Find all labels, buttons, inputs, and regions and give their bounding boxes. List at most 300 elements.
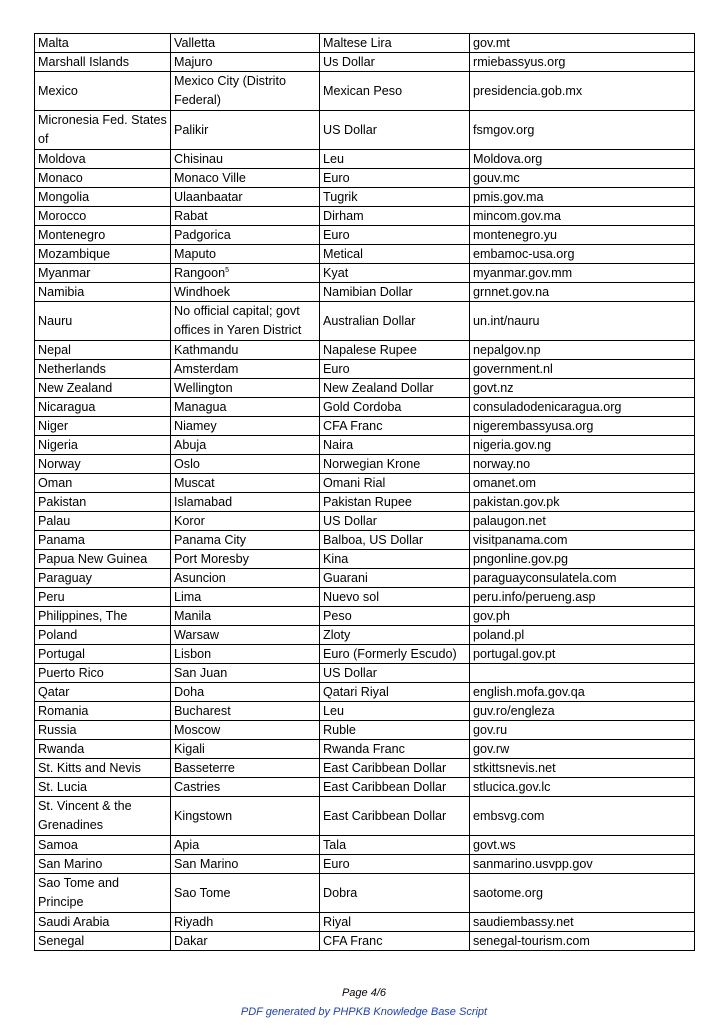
currency-cell-text: Omani Rial [323, 476, 386, 490]
website-cell [470, 569, 695, 588]
currency-cell-text: Kyat [323, 266, 349, 280]
capital-cell-text: Castries [174, 780, 221, 794]
currency-cell-text: New Zealand Dollar [323, 381, 434, 395]
currency-cell-text: Napalese Rupee [323, 343, 417, 357]
capital-cell [171, 683, 320, 702]
website-cell [470, 169, 695, 188]
website-cell [470, 360, 695, 379]
website-cell-text: peru.info/perueng.asp [473, 590, 596, 604]
capital-cell-text: Manila [174, 609, 212, 623]
website-cell [470, 512, 695, 531]
capital-cell [171, 226, 320, 245]
country-cell [35, 417, 171, 436]
currency-cell [320, 626, 470, 645]
website-cell [470, 341, 695, 360]
website-cell [470, 379, 695, 398]
country-cell [35, 245, 171, 264]
currency-cell [320, 283, 470, 302]
currency-cell [320, 740, 470, 759]
table-row [35, 683, 695, 702]
currency-cell [320, 150, 470, 169]
currency-cell [320, 53, 470, 72]
table-row [35, 759, 695, 778]
capital-cell [171, 207, 320, 226]
website-cell [470, 702, 695, 721]
country-cell [35, 740, 171, 759]
website-cell-text: grnnet.gov.na [473, 285, 550, 299]
country-cell [35, 550, 171, 569]
currency-cell [320, 759, 470, 778]
country-cell-text: Norway [38, 457, 81, 471]
table-row [35, 398, 695, 417]
country-cell [35, 169, 171, 188]
country-cell [35, 111, 171, 150]
table-row [35, 932, 695, 951]
website-cell-text: mincom.gov.ma [473, 209, 561, 223]
currency-cell-text: US Dollar [323, 514, 377, 528]
country-cell-text: Oman [38, 476, 73, 490]
table-row [35, 436, 695, 455]
country-cell [35, 53, 171, 72]
capital-cell [171, 188, 320, 207]
currency-cell [320, 721, 470, 740]
country-cell [35, 341, 171, 360]
table-row [35, 150, 695, 169]
country-cell-text: Pakistan [38, 495, 87, 509]
country-cell [35, 188, 171, 207]
country-cell-text: Mongolia [38, 190, 90, 204]
country-cell-text: Mozambique [38, 247, 111, 261]
website-cell [470, 188, 695, 207]
capital-cell [171, 169, 320, 188]
currency-cell-text: CFA Franc [323, 934, 383, 948]
capital-cell-text: Lima [174, 590, 202, 604]
website-cell-text: saudiembassy.net [473, 915, 574, 929]
currency-cell-text: US Dollar [323, 123, 377, 137]
website-cell-text: stlucica.gov.lc [473, 780, 551, 794]
website-cell-text: pmis.gov.ma [473, 190, 544, 204]
country-cell-text: Saudi Arabia [38, 915, 110, 929]
website-cell [470, 34, 695, 53]
capital-cell [171, 34, 320, 53]
capital-cell [171, 245, 320, 264]
currency-cell [320, 72, 470, 111]
capital-cell [171, 664, 320, 683]
country-cell [35, 150, 171, 169]
country-cell [35, 207, 171, 226]
currency-cell [320, 702, 470, 721]
country-cell [35, 493, 171, 512]
table-row [35, 226, 695, 245]
currency-cell [320, 34, 470, 53]
country-cell [35, 569, 171, 588]
capital-cell-text: Oslo [174, 457, 200, 471]
currency-cell-text: Namibian Dollar [323, 285, 413, 299]
website-cell [470, 740, 695, 759]
table-row [35, 455, 695, 474]
currency-cell [320, 360, 470, 379]
website-cell-text: guv.ro/engleza [473, 704, 555, 718]
capital-cell [171, 702, 320, 721]
website-cell-text: omanet.om [473, 476, 536, 490]
currency-cell-text: Zloty [323, 628, 351, 642]
capital-cell [171, 379, 320, 398]
website-cell-text: myanmar.gov.mm [473, 266, 573, 280]
country-cell [35, 283, 171, 302]
country-cell-text: New Zealand [38, 381, 113, 395]
currency-cell-text: Dirham [323, 209, 364, 223]
capital-cell-text: Wellington [174, 381, 233, 395]
country-cell-text: Namibia [38, 285, 85, 299]
currency-cell [320, 645, 470, 664]
table-row [35, 626, 695, 645]
currency-cell-text: Naira [323, 438, 354, 452]
currency-cell [320, 588, 470, 607]
website-cell [470, 245, 695, 264]
capital-cell [171, 778, 320, 797]
website-cell-text: nepalgov.np [473, 343, 541, 357]
capital-cell-text: Abuja [174, 438, 207, 452]
currency-cell-text: Pakistan Rupee [323, 495, 412, 509]
currency-cell [320, 778, 470, 797]
table-row [35, 169, 695, 188]
country-cell [35, 379, 171, 398]
capital-cell-text: Palikir [174, 123, 209, 137]
capital-cell-text: Kigali [174, 742, 205, 756]
capital-cell-text: Lisbon [174, 647, 212, 661]
table-row [35, 588, 695, 607]
country-cell-text: Moldova [38, 152, 86, 166]
currency-cell [320, 169, 470, 188]
website-cell [470, 72, 695, 111]
website-cell-text: gouv.mc [473, 171, 520, 185]
website-cell-text: government.nl [473, 362, 553, 376]
table-row [35, 207, 695, 226]
table-row [35, 302, 695, 341]
currency-cell-text: Balboa, US Dollar [323, 533, 424, 547]
capital-cell [171, 874, 320, 913]
website-cell [470, 607, 695, 626]
currency-cell [320, 436, 470, 455]
country-cell [35, 626, 171, 645]
currency-cell [320, 474, 470, 493]
currency-cell [320, 664, 470, 683]
country-cell [35, 302, 171, 341]
capital-cell [171, 283, 320, 302]
capital-cell-text: Niamey [174, 419, 217, 433]
capital-cell [171, 474, 320, 493]
country-cell-text: Marshall Islands [38, 55, 129, 69]
website-cell-text: embsvg.com [473, 809, 545, 823]
website-cell [470, 855, 695, 874]
website-cell [470, 455, 695, 474]
currency-cell-text: Leu [323, 152, 345, 166]
capital-cell [171, 550, 320, 569]
capital-cell-text: Valletta [174, 36, 216, 50]
country-cell [35, 855, 171, 874]
country-cell-text: Puerto Rico [38, 666, 104, 680]
capital-cell-text: Apia [174, 838, 200, 852]
website-cell-text: stkittsnevis.net [473, 761, 556, 775]
capital-cell [171, 436, 320, 455]
country-cell [35, 34, 171, 53]
capital-cell-text: Kingstown [174, 809, 233, 823]
table-row [35, 379, 695, 398]
capital-cell [171, 531, 320, 550]
country-cell-text: Mexico [38, 84, 78, 98]
table-row [35, 913, 695, 932]
country-cell-text: Nepal [38, 343, 71, 357]
website-cell [470, 264, 695, 283]
currency-cell-text: Nuevo sol [323, 590, 380, 604]
currency-cell [320, 913, 470, 932]
currency-cell-text: East Caribbean Dollar [323, 809, 447, 823]
country-cell [35, 797, 171, 836]
country-cell-text: Senegal [38, 934, 85, 948]
website-cell-text: fsmgov.org [473, 123, 535, 137]
website-cell-text: embamoc-usa.org [473, 247, 575, 261]
table-row [35, 721, 695, 740]
capital-cell-text: Doha [174, 685, 205, 699]
currency-cell-text: US Dollar [323, 666, 377, 680]
currency-cell [320, 111, 470, 150]
country-cell [35, 702, 171, 721]
country-cell-text: Nigeria [38, 438, 78, 452]
website-cell-text: senegal-tourism.com [473, 934, 590, 948]
capital-cell [171, 913, 320, 932]
currency-cell [320, 417, 470, 436]
website-cell [470, 645, 695, 664]
capital-cell-text: Chisinau [174, 152, 224, 166]
website-cell [470, 626, 695, 645]
country-cell-text: St. Vincent & the Grenadines [38, 799, 132, 832]
website-cell-text: palaugon.net [473, 514, 546, 528]
capital-cell [171, 855, 320, 874]
currency-cell [320, 379, 470, 398]
currency-cell-text: East Caribbean Dollar [323, 780, 447, 794]
capital-cell [171, 569, 320, 588]
website-cell-text: norway.no [473, 457, 531, 471]
currency-cell [320, 797, 470, 836]
country-cell-text: San Marino [38, 857, 103, 871]
capital-cell-text: Dakar [174, 934, 208, 948]
country-cell [35, 531, 171, 550]
country-cell-text: Sao Tome and Principe [38, 876, 119, 909]
capital-cell-text: San Marino [174, 857, 239, 871]
country-cell-text: Netherlands [38, 362, 106, 376]
website-cell [470, 111, 695, 150]
country-cell-text: Paraguay [38, 571, 92, 585]
country-cell-text: St. Kitts and Nevis [38, 761, 141, 775]
country-cell-text: Morocco [38, 209, 87, 223]
country-cell-text: Papua New Guinea [38, 552, 148, 566]
capital-cell-text: Bucharest [174, 704, 231, 718]
table-row [35, 188, 695, 207]
website-cell-text: pngonline.gov.pg [473, 552, 568, 566]
table-row [35, 702, 695, 721]
website-cell [470, 150, 695, 169]
currency-cell [320, 531, 470, 550]
capital-cell-text: Majuro [174, 55, 213, 69]
country-cell-text: Nicaragua [38, 400, 96, 414]
table-row [35, 72, 695, 111]
country-cell-text: Russia [38, 723, 77, 737]
country-cell [35, 778, 171, 797]
website-cell [470, 436, 695, 455]
currency-cell [320, 683, 470, 702]
capital-cell [171, 455, 320, 474]
capital-cell-text: Amsterdam [174, 362, 239, 376]
table-row [35, 645, 695, 664]
currency-cell-text: Euro (Formerly Escudo) [323, 647, 457, 661]
website-cell-text: saotome.org [473, 886, 544, 900]
country-cell [35, 512, 171, 531]
capital-cell [171, 759, 320, 778]
country-cell [35, 874, 171, 913]
country-cell-text: Portugal [38, 647, 85, 661]
capital-cell [171, 607, 320, 626]
website-cell [470, 874, 695, 913]
table-row [35, 264, 695, 283]
table-row [35, 569, 695, 588]
website-cell [470, 283, 695, 302]
currency-cell-text: Dobra [323, 886, 358, 900]
capital-cell-text: Riyadh [174, 915, 214, 929]
currency-cell-text: Tugrik [323, 190, 358, 204]
capital-cell-text: Rabat [174, 209, 208, 223]
website-cell-text: consuladodenicaragua.org [473, 400, 622, 414]
currency-cell [320, 264, 470, 283]
website-cell [470, 797, 695, 836]
currency-cell-text: Rwanda Franc [323, 742, 405, 756]
capital-cell [171, 493, 320, 512]
country-cell [35, 588, 171, 607]
currency-cell-text: Guarani [323, 571, 368, 585]
website-cell-text: pakistan.gov.pk [473, 495, 560, 509]
website-cell [470, 913, 695, 932]
website-cell [470, 493, 695, 512]
capital-cell [171, 111, 320, 150]
currency-cell-text: Euro [323, 857, 350, 871]
website-cell-text: presidencia.gob.mx [473, 84, 583, 98]
website-cell [470, 474, 695, 493]
table-row [35, 550, 695, 569]
capital-cell [171, 932, 320, 951]
table-row [35, 341, 695, 360]
website-cell-text: govt.nz [473, 381, 514, 395]
table-row [35, 874, 695, 913]
currency-cell [320, 341, 470, 360]
capital-cell-text: Kathmandu [174, 343, 239, 357]
website-cell-text: gov.ph [473, 609, 510, 623]
country-cell [35, 913, 171, 932]
country-cell [35, 664, 171, 683]
table-row [35, 797, 695, 836]
footer-credit: PDF generated by PHPKB Knowledge Base Script [240, 1006, 488, 1018]
currency-cell-text: CFA Franc [323, 419, 383, 433]
website-cell [470, 207, 695, 226]
capital-cell-text: Padgorica [174, 228, 231, 242]
capital-cell-text: Panama City [174, 533, 247, 547]
capital-cell-text: Moscow [174, 723, 221, 737]
currency-cell-text: Gold Cordoba [323, 400, 402, 414]
footnote-marker: 5 [225, 266, 230, 274]
capital-cell-text: Koror [174, 514, 205, 528]
currency-cell [320, 207, 470, 226]
table-row [35, 836, 695, 855]
country-cell [35, 683, 171, 702]
table-row [35, 417, 695, 436]
currency-cell-text: Metical [323, 247, 363, 261]
currency-cell-text: Kina [323, 552, 349, 566]
currency-cell [320, 455, 470, 474]
website-cell-text: nigeria.gov.ng [473, 438, 552, 452]
country-cell-text: Qatar [38, 685, 70, 699]
website-cell [470, 836, 695, 855]
capital-cell [171, 417, 320, 436]
country-cell-text: Niger [38, 419, 69, 433]
currency-cell [320, 398, 470, 417]
website-cell-text: gov.mt [473, 36, 510, 50]
capital-cell-text: Warsaw [174, 628, 220, 642]
currency-cell-text: Maltese Lira [323, 36, 392, 50]
country-cell [35, 645, 171, 664]
website-cell [470, 398, 695, 417]
website-cell-text: english.mofa.gov.qa [473, 685, 585, 699]
table-row [35, 474, 695, 493]
currency-cell-text: Euro [323, 228, 350, 242]
table-row [35, 53, 695, 72]
currency-cell-text: Us Dollar [323, 55, 375, 69]
currency-cell-text: Peso [323, 609, 352, 623]
country-cell-text: St. Lucia [38, 780, 88, 794]
country-cell [35, 226, 171, 245]
website-cell [470, 226, 695, 245]
country-cell [35, 759, 171, 778]
country-cell [35, 360, 171, 379]
capital-cell-text: Maputo [174, 247, 217, 261]
currency-cell-text: Australian Dollar [323, 314, 416, 328]
capital-cell [171, 150, 320, 169]
country-cell [35, 398, 171, 417]
country-cell [35, 607, 171, 626]
capital-cell [171, 360, 320, 379]
website-cell [470, 778, 695, 797]
country-cell [35, 474, 171, 493]
country-cell-text: Micronesia Fed. States of [38, 113, 167, 146]
country-cell-text: Panama [38, 533, 85, 547]
website-cell-text: un.int/nauru [473, 314, 540, 328]
website-cell-text: visitpanama.com [473, 533, 568, 547]
table-row [35, 111, 695, 150]
country-cell-text: Palau [38, 514, 71, 528]
currency-cell [320, 836, 470, 855]
country-cell [35, 264, 171, 283]
website-cell-text: Moldova.org [473, 152, 543, 166]
page-number: Page 4/6 [341, 987, 387, 999]
table-row [35, 283, 695, 302]
capital-cell [171, 740, 320, 759]
capital-cell [171, 836, 320, 855]
table-row [35, 245, 695, 264]
table-row [35, 360, 695, 379]
website-cell [470, 302, 695, 341]
capital-cell-text: Asuncion [174, 571, 226, 585]
country-cell [35, 455, 171, 474]
capital-cell-text: Sao Tome [174, 886, 231, 900]
website-cell-text: nigerembassyusa.org [473, 419, 594, 433]
currency-cell [320, 226, 470, 245]
